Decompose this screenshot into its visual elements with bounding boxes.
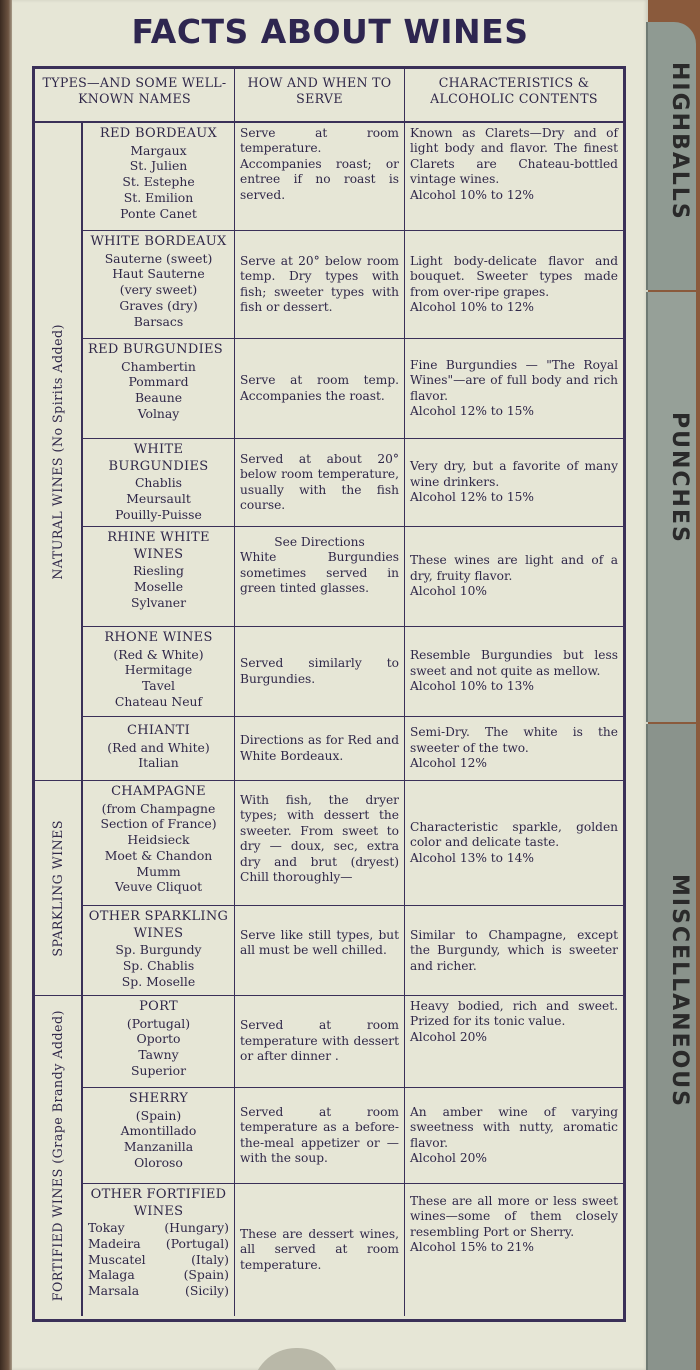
- group-fortified-wines: FORTIFIED WINES (Grape Brandy Added): [35, 996, 83, 1316]
- page-title: FACTS ABOUT WINES: [131, 12, 529, 51]
- wine-origin-pair: Muscatel (Italy): [88, 1251, 229, 1267]
- serve-cell: Serve at room temperature. Accompanies roast; or entree if no roast is served.: [235, 123, 405, 231]
- tab-highballs[interactable]: HIGHBALLS: [646, 22, 696, 290]
- characteristics-cell: Similar to Champagne, except the Burgundy, which is sweeter and richer.: [405, 906, 623, 996]
- characteristics-cell: These are all more or less sweet wines—some of them closely resembling Port or Sherry. Alcohol 15% to 21%: [410, 1194, 618, 1255]
- wine-origin-pair: Madeira (Portugal): [88, 1235, 229, 1251]
- wine-name-cell: OTHER SPARKLING WINES Sp. Burgundy Sp. Chablis Sp. Moselle: [83, 906, 235, 996]
- serve-cell: Serve at room temp. Accompanies the roast.: [235, 339, 405, 439]
- tab-punches[interactable]: PUNCHES: [646, 292, 696, 722]
- serve-cell: Served at about 20° below room temperature, usually with the fish course.: [235, 439, 405, 527]
- tab-miscellaneous[interactable]: MISCELLANEOUS: [646, 724, 696, 1370]
- characteristics-cell: These wines are light and of a dry, fruity flavor. Alcohol 10%: [405, 527, 623, 627]
- wine-name-cell: WHITE BORDEAUX Sauterne (sweet) Haut Sauterne (very sweet) Graves (dry) Barsacs: [83, 231, 235, 339]
- index-tabs: [646, 22, 700, 1370]
- wine-facts-card: [12, 0, 648, 1370]
- finger-notch: [252, 1348, 342, 1370]
- characteristics-cell: Resemble Burgundies but less sweet and not quite as mellow. Alcohol 10% to 13%: [405, 627, 623, 717]
- characteristics-cell: Fine Burgundies — "The Royal Wines"—are of full body and rich flavor. Alcohol 12% to 15%: [405, 339, 623, 439]
- serve-cell: Directions as for Red and White Bordeaux.: [235, 717, 405, 781]
- wine-name-cell: RED BORDEAUX Margaux St. Julien St. Estephe St. Emilion Ponte Canet: [83, 123, 235, 231]
- serve-cell: Served similarly to Burgundies.: [235, 627, 405, 717]
- wine-name-cell: RHINE WHITE WINES Riesling Moselle Sylvaner: [83, 527, 235, 627]
- wine-name-cell: RHONE WINES (Red & White) Hermitage Tavel Chateau Neuf: [83, 627, 235, 717]
- wine-name-cell: RED BURGUNDIES Chambertin Pommard Beaune Volnay: [83, 339, 235, 439]
- wine-origin-pair: Malaga (Spain): [88, 1267, 229, 1283]
- serve-cell: See Directions White Burgundies sometimes served in green tinted glasses.: [235, 527, 405, 627]
- serve-cell: Served at room temperature as a before-the-meal appetizer or —with the soup.: [235, 1088, 405, 1184]
- header-serve: HOW AND WHEN TO SERVE: [235, 69, 405, 123]
- wine-name-cell: PORT (Portugal) Oporto Tawny Superior: [83, 996, 235, 1088]
- serve-cell: These are dessert wines, all served at room temperature.: [235, 1184, 405, 1316]
- characteristics-cell: Characteristic sparkle, golden color and delicate taste. Alcohol 13% to 14%: [405, 781, 623, 906]
- wine-name-cell: WHITE BURGUNDIES Chablis Meursault Pouilly-Puisse: [83, 439, 235, 527]
- serve-cell: Serve like still types, but all must be well chilled.: [235, 906, 405, 996]
- wine-origin-pair: Marsala (Sicily): [88, 1283, 229, 1298]
- serve-cell: Served at room temperature with dessert or after dinner .: [235, 996, 405, 1088]
- characteristics-cell: Heavy bodied, rich and sweet. Prized for its tonic value. Alcohol 20%: [405, 996, 623, 1088]
- wine-facts-table: [32, 66, 626, 1322]
- characteristics-cell: An amber wine of varying sweetness with nutty, aromatic flavor. Alcohol 20%: [405, 1088, 623, 1184]
- characteristics-cell: Known as Clarets—Dry and of light body and flavor. The finest Clarets are Chateau-bottled vintage wines. Alcohol 10% to 12%: [405, 123, 623, 231]
- wine-name-cell: OTHER FORTIFIED WINES Tokay (Hungary) Madeira (Portugal) Muscatel (Italy) Malaga (Spain) Marsala (Sicily): [83, 1184, 235, 1316]
- serve-cell: Serve at 20° below room temp. Dry types with fish; sweeter types with fish or dessert.: [235, 231, 405, 339]
- wine-name-cell: SHERRY (Spain) Amontillado Manzanilla Oloroso: [83, 1088, 235, 1184]
- header-types: TYPES—AND SOME WELL-KNOWN NAMES: [35, 69, 235, 123]
- characteristics-cell: Light body-delicate flavor and bouquet. Sweeter types made from over-ripe grapes. Alcohol 10% to 12%: [405, 231, 623, 339]
- characteristics-cell: Very dry, but a favorite of many wine drinkers. Alcohol 12% to 15%: [405, 439, 623, 527]
- characteristics-cell: Semi-Dry. The white is the sweeter of the two. Alcohol 12%: [405, 717, 623, 781]
- group-sparkling-wines: SPARKLING WINES: [35, 781, 83, 996]
- group-natural-wines: NATURAL WINES (No Spirits Added): [35, 123, 83, 781]
- wine-name-cell: CHIANTI (Red and White) Italian: [83, 717, 235, 781]
- serve-cell: With fish, the dryer types; with dessert the sweeter. From sweet to dry — doux, sec, extra dry and brut (dryest) Chill thoroughly—: [235, 781, 405, 906]
- wine-name-cell: CHAMPAGNE (from Champagne Section of France) Heidsieck Moet & Chandon Mumm Veuve Cliquot: [83, 781, 235, 906]
- wine-origin-pair: Tokay (Hungary): [88, 1220, 229, 1235]
- header-characteristics: CHARACTERISTICS & ALCOHOLIC CONTENTS: [405, 69, 623, 123]
